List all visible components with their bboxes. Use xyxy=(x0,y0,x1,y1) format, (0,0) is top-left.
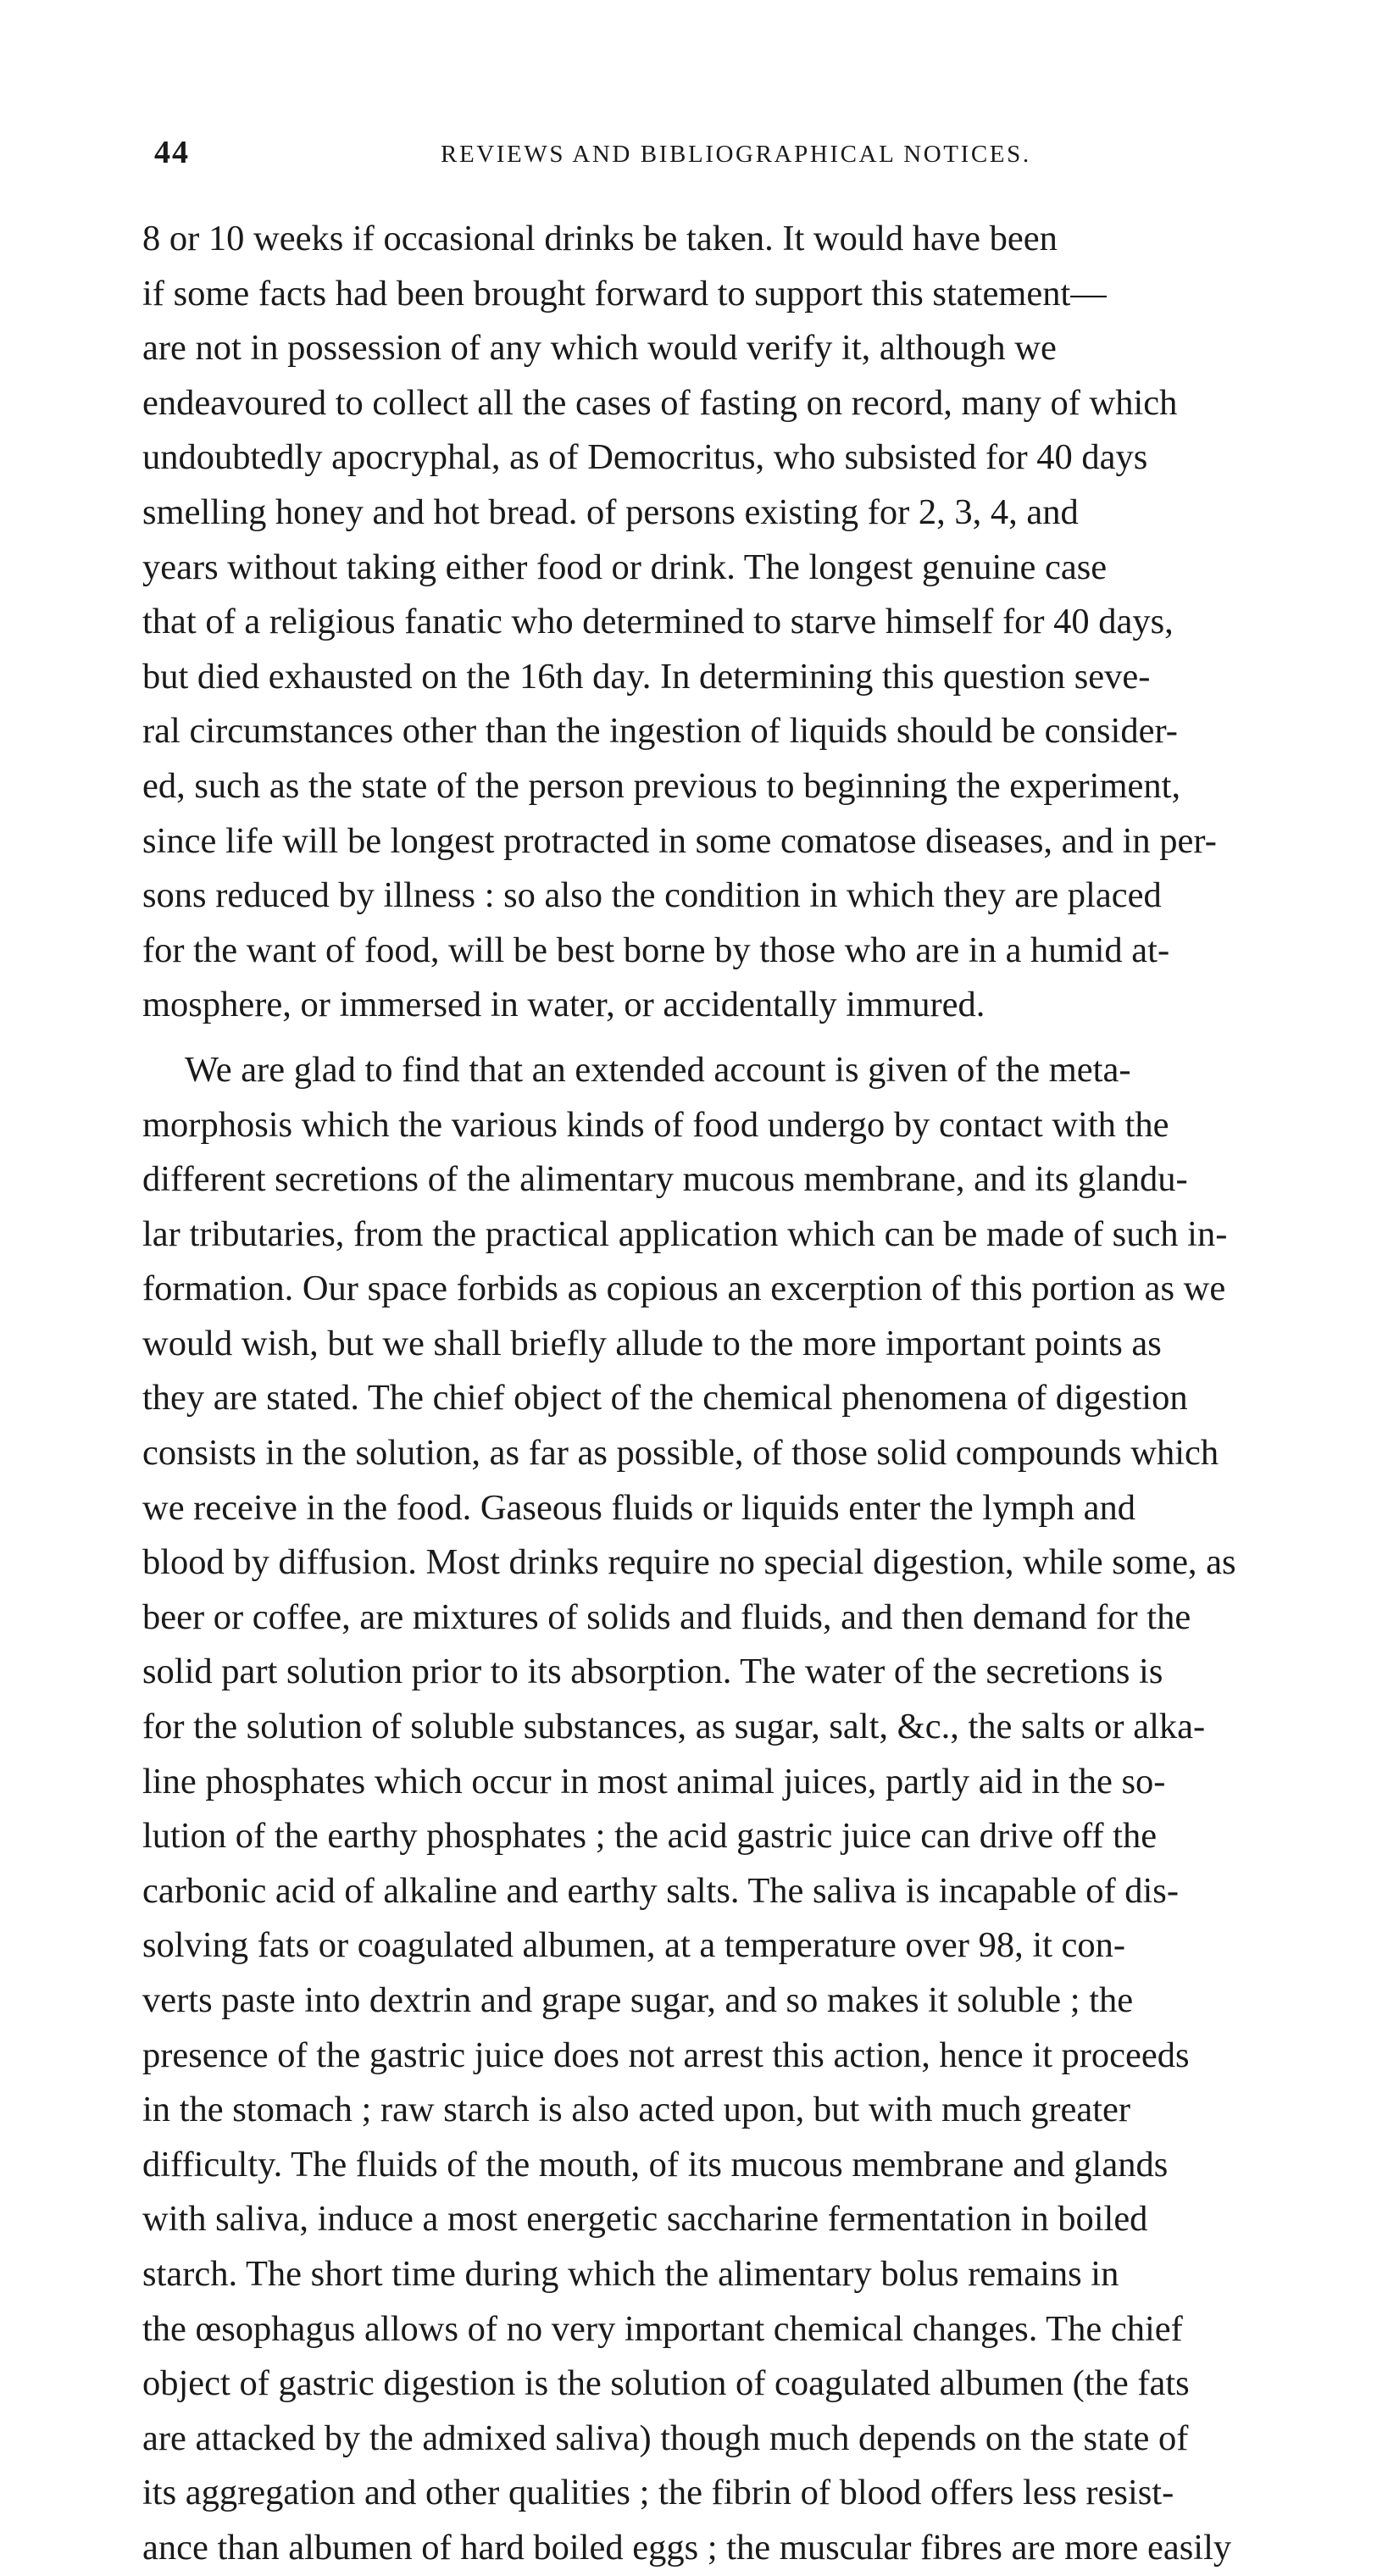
text-line: for the want of food, will be best borne by those who are in a humid at- xyxy=(142,930,1170,970)
text-line: We are glad to find that an extended account is given of the meta- xyxy=(185,1049,1131,1090)
text-line: presence of the gastric juice does not arrest this action, hence it proceeds xyxy=(142,2035,1190,2075)
text-line: blood by diffusion. Most drinks require no special digestion, while some, as xyxy=(142,1542,1236,1583)
text-line: for the solution of soluble substances, as sugar, salt, &c., the salts or alka- xyxy=(142,1707,1206,1747)
text-line: its aggregation and other qualities ; the fibrin of blood offers less resist- xyxy=(142,2473,1174,2513)
text-line: in the stomach ; raw starch is also acted upon, but with much greater xyxy=(142,2090,1131,2130)
page-number: 44 xyxy=(154,135,190,170)
text-line: lar tributaries, from the practical application which can be made of such in- xyxy=(142,1213,1228,1254)
text-line: sons reduced by illness : so also the condition in which they are placed xyxy=(142,875,1162,916)
text-line: solid part solution prior to its absorption. The water of the secretions is xyxy=(142,1652,1163,1692)
text-line: different secretions of the alimentary mucous membrane, and its glandu- xyxy=(142,1159,1188,1200)
text-line: formation. Our space forbids as copious an excerption of this portion as we xyxy=(142,1269,1226,1309)
text-line: consists in the solution, as far as possible, of those solid compounds which xyxy=(142,1433,1219,1474)
paragraph-1 xyxy=(142,212,1388,1033)
text-line: endeavoured to collect all the cases of fasting on record, many of which xyxy=(142,382,1178,423)
text-line: difficulty. The fluids of the mouth, of its mucous membrane and glands xyxy=(142,2144,1169,2185)
text-line: we receive in the food. Gaseous fluids or liquids enter the lymph and xyxy=(142,1487,1135,1528)
text-line: are attacked by the admixed saliva) though much depends on the state of xyxy=(142,2418,1189,2458)
text-line: 8 or 10 weeks if occasional drinks be taken. It would have been xyxy=(142,219,1058,258)
body-text xyxy=(142,212,1388,2576)
text-line: morphosis which the various kinds of food undergo by contact with the xyxy=(142,1104,1169,1145)
text-line: with saliva, induce a most energetic saccharine fermentation in boiled xyxy=(142,2199,1148,2240)
paragraph-2 xyxy=(142,1043,1388,2576)
text-line: verts paste into dextrin and grape sugar, and so makes it soluble ; the xyxy=(142,1980,1134,2020)
text-line: would wish, but we shall briefly allude to the more important points as xyxy=(142,1323,1162,1363)
text-line: ral circumstances other than the ingestion of liquids should be consider- xyxy=(142,711,1178,752)
text-line: ed, such as the state of the person previous to beginning the experiment, xyxy=(142,765,1181,806)
text-line: that of a religious fanatic who determined to starve himself for 40 days, xyxy=(142,602,1174,642)
text-line: undoubtedly apocryphal, as of Democritus, who subsisted for 40 days xyxy=(142,437,1148,478)
text-line: if some facts had been brought forward to support this statement— xyxy=(142,273,1107,314)
text-line: ance than albumen of hard boiled eggs ; the muscular fibres are more easily xyxy=(142,2527,1232,2568)
text-line: years without taking either food or drink. The longest genuine case xyxy=(142,547,1108,587)
running-title: REVIEWS AND BIBLIOGRAPHICAL NOTICES. xyxy=(441,141,1031,168)
text-line: carbonic acid of alkaline and earthy salts. The saliva is incapable of dis- xyxy=(142,1870,1179,1911)
text-line: line phosphates which occur in most animal juices, partly aid in the so- xyxy=(142,1761,1166,1802)
text-line: they are stated. The chief object of the chemical phenomena of digestion xyxy=(142,1378,1188,1418)
text-line: are not in possession of any which would verify it, although we xyxy=(142,328,1057,369)
text-line: mosphere, or immersed in water, or accidentally immured. xyxy=(142,985,985,1025)
text-line: object of gastric digestion is the solution of coagulated albumen (the fats xyxy=(142,2363,1190,2404)
text-line: beer or coffee, are mixtures of solids and fluids, and then demand for the xyxy=(142,1596,1191,1637)
running-head xyxy=(0,134,1369,178)
text-line: solving fats or coagulated albumen, at a temperature over 98, it con- xyxy=(142,1925,1126,1966)
text-line: smelling honey and hot bread. of persons existing for 2, 3, 4, and xyxy=(142,491,1079,532)
text-line: but died exhausted on the 16th day. In determining this question seve- xyxy=(142,656,1151,697)
text-line: lution of the earthy phosphates ; the acid gastric juice can drive off the xyxy=(142,1816,1158,1857)
text-line: starch. The short time during which the alimentary bolus remains in xyxy=(142,2253,1119,2294)
text-line: since life will be longest protracted in some comatose diseases, and in per- xyxy=(142,820,1217,861)
text-line: the œsophagus allows of no very important chemical changes. The chief xyxy=(142,2308,1183,2349)
